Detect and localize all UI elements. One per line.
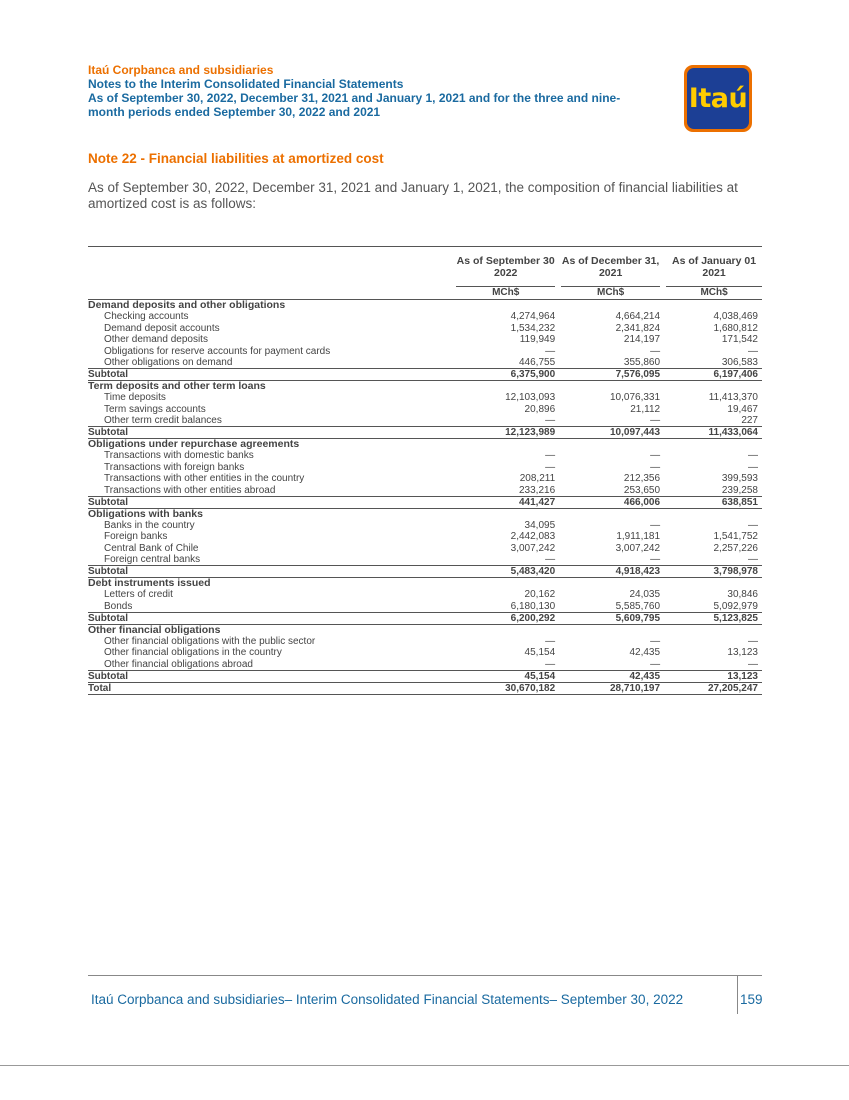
value-dec-2021: 10,076,331 — [610, 392, 661, 404]
value-sep-2022: — — [545, 635, 556, 647]
row-label: Checking accounts — [104, 311, 189, 323]
value-sep-2022: 20,162 — [524, 589, 556, 601]
value-jan-2021: — — [666, 554, 762, 566]
value-sep-2022: 45,154 — [524, 647, 556, 659]
total-row — [88, 682, 762, 694]
table-row — [88, 450, 762, 462]
footer-divider — [88, 975, 762, 976]
value-dec-2021: 42,435 — [561, 670, 660, 682]
subtotal-row — [88, 427, 762, 439]
section-heading-row — [88, 578, 762, 590]
table-row — [88, 601, 762, 613]
value-dec-2021: 1,911,181 — [616, 531, 661, 543]
value-jan-2021: 171,542 — [721, 334, 758, 346]
value-jan-2021: 399,593 — [721, 473, 758, 485]
section-heading-row — [88, 300, 762, 312]
value-jan-2021: 306,583 — [666, 357, 762, 369]
value-jan-2021: — — [748, 461, 758, 473]
value-dec-2021: 253,650 — [561, 485, 660, 497]
column-unit: MCh$ — [666, 287, 762, 300]
page-bottom-rule — [0, 1065, 849, 1066]
section-title: Other financial obligations — [88, 623, 221, 636]
table-row — [88, 589, 762, 601]
value-dec-2021: 212,356 — [623, 473, 661, 485]
row-label: Subtotal — [88, 670, 456, 682]
subtotal-row — [88, 496, 762, 508]
value-jan-2021: 239,258 — [666, 485, 762, 497]
value-dec-2021: — — [650, 345, 661, 357]
company-name: Itaú Corpbanca and subsidiaries — [88, 63, 274, 77]
page-number: 159 — [740, 992, 763, 1007]
value-jan-2021: — — [748, 519, 758, 531]
value-dec-2021: — — [650, 461, 661, 473]
value-dec-2021: 42,435 — [629, 647, 661, 659]
row-label: Other financial obligations in the country — [104, 647, 282, 659]
value-jan-2021: 5,092,979 — [666, 601, 762, 613]
footer-vertical-divider — [737, 976, 738, 1014]
value-jan-2021: 30,846 — [727, 589, 758, 601]
value-jan-2021: — — [748, 345, 758, 357]
itau-logo-inner — [687, 68, 749, 129]
section-title: Demand deposits and other obligations — [88, 299, 286, 311]
row-label: Transactions with foreign banks — [104, 461, 245, 473]
value-sep-2022: 6,200,292 — [456, 612, 555, 624]
row-label: Subtotal — [88, 427, 456, 439]
value-jan-2021: 638,851 — [666, 496, 762, 508]
subtotal-row — [88, 612, 762, 624]
value-jan-2021: 13,123 — [666, 670, 762, 682]
table-row — [88, 392, 762, 404]
value-jan-2021: — — [666, 659, 762, 671]
value-dec-2021: 3,007,242 — [615, 542, 661, 554]
table-row — [88, 659, 762, 671]
header-subtitle-line-3: month periods ended September 30, 2022 and 2021 — [88, 105, 381, 119]
value-jan-2021: 19,467 — [727, 403, 758, 415]
column-unit: MCh$ — [456, 287, 555, 300]
value-dec-2021: 355,860 — [561, 357, 660, 369]
subtotal-row — [88, 566, 762, 578]
section-heading-row — [88, 439, 762, 451]
table-row — [88, 647, 762, 659]
row-label: Letters of credit — [104, 589, 173, 601]
value-sep-2022: 3,007,242 — [510, 542, 556, 554]
value-dec-2021: 5,609,795 — [561, 612, 660, 624]
value-sep-2022: 34,095 — [524, 519, 556, 531]
footer-text: Itaú Corpbanca and subsidiaries– Interim Consolidated Financial Statements– September 30, 2022 — [91, 992, 684, 1007]
row-label: Obligations for reserve accounts for payment cards — [104, 345, 331, 357]
table-row — [88, 543, 762, 555]
section-title: Debt instruments issued — [88, 577, 211, 589]
section-title: Obligations under repurchase agreements — [88, 438, 300, 450]
value-jan-2021: 1,541,752 — [713, 531, 758, 543]
header-subtitle-line-1: Notes to the Interim Consolidated Financial Statements — [88, 77, 404, 91]
financial-liabilities-table — [88, 246, 762, 695]
value-sep-2022: 1,534,232 — [510, 322, 556, 334]
value-jan-2021: 227 — [666, 415, 762, 427]
value-dec-2021: 2,341,824 — [615, 322, 661, 334]
value-dec-2021: 10,097,443 — [561, 427, 660, 439]
value-sep-2022: 6,180,130 — [456, 601, 555, 613]
value-jan-2021: 4,038,469 — [713, 311, 758, 323]
value-sep-2022: — — [545, 450, 556, 462]
document-header — [88, 63, 648, 119]
value-sep-2022: 30,670,182 — [456, 682, 555, 694]
row-label: Banks in the country — [104, 519, 195, 531]
value-dec-2021: — — [650, 519, 661, 531]
table-body — [88, 300, 762, 695]
column-heading-sep-2022: As of September 30 2022 — [456, 247, 555, 287]
subtotal-row — [88, 670, 762, 682]
value-jan-2021: 2,257,226 — [713, 542, 758, 554]
value-sep-2022: 2,442,083 — [510, 531, 556, 543]
table-row — [88, 531, 762, 543]
value-jan-2021: 6,197,406 — [666, 369, 762, 381]
value-sep-2022: 45,154 — [456, 670, 555, 682]
value-jan-2021: 3,798,978 — [666, 566, 762, 578]
value-sep-2022: 12,103,093 — [505, 392, 556, 404]
value-dec-2021: — — [561, 659, 660, 671]
table-row — [88, 485, 762, 497]
value-dec-2021: — — [561, 554, 660, 566]
value-jan-2021: 27,205,247 — [666, 682, 762, 694]
note-title: Note 22 - Financial liabilities at amortized cost — [88, 151, 384, 166]
row-label: Subtotal — [88, 612, 456, 624]
value-dec-2021: — — [650, 450, 661, 462]
column-heading-dec-2021: As of December 31, 2021 — [561, 247, 660, 287]
value-dec-2021: 28,710,197 — [561, 682, 660, 694]
value-dec-2021: 24,035 — [629, 589, 661, 601]
table-row — [88, 473, 762, 485]
row-label: Subtotal — [88, 369, 456, 381]
value-jan-2021: 11,433,064 — [666, 427, 762, 439]
table-row — [88, 520, 762, 532]
value-sep-2022: — — [545, 345, 556, 357]
value-sep-2022: 20,896 — [524, 403, 556, 415]
value-sep-2022: — — [456, 659, 555, 671]
value-dec-2021: 7,576,095 — [561, 369, 660, 381]
column-heading-jan-2021: As of January 01 2021 — [666, 247, 762, 287]
row-label: Other financial obligations with the public sector — [104, 635, 316, 647]
row-label: Subtotal — [88, 496, 456, 508]
table-row — [88, 311, 762, 323]
table-row — [88, 334, 762, 346]
table-row — [88, 323, 762, 335]
table-row — [88, 636, 762, 648]
subtotal-row — [88, 369, 762, 381]
row-label: Demand deposit accounts — [104, 322, 220, 334]
value-sep-2022: 233,216 — [456, 485, 555, 497]
row-label: Other obligations on demand — [88, 357, 456, 369]
value-sep-2022: 446,755 — [456, 357, 555, 369]
value-jan-2021: — — [748, 450, 758, 462]
table-row — [88, 346, 762, 358]
table-row — [88, 554, 762, 566]
row-label: Transactions with domestic banks — [104, 450, 254, 462]
value-dec-2021: 21,112 — [630, 403, 661, 415]
table-row — [88, 415, 762, 427]
value-jan-2021: 13,123 — [727, 647, 758, 659]
value-sep-2022: 4,274,964 — [510, 311, 556, 323]
value-sep-2022: 441,427 — [456, 496, 555, 508]
intro-paragraph: As of September 30, 2022, December 31, 2021 and January 1, 2021, the composition of financial liabilities at amortized cost is as follows: — [88, 180, 738, 211]
value-dec-2021: — — [650, 635, 661, 647]
row-label: Total — [88, 682, 456, 694]
value-jan-2021: 1,680,812 — [713, 322, 758, 334]
table-row — [88, 404, 762, 416]
value-sep-2022: — — [545, 461, 556, 473]
value-dec-2021: 4,664,214 — [615, 311, 661, 323]
value-sep-2022: — — [456, 415, 555, 427]
section-heading-row — [88, 381, 762, 393]
row-label: Other term credit balances — [88, 415, 456, 427]
row-label: Other demand deposits — [104, 334, 208, 346]
value-sep-2022: 5,483,420 — [456, 566, 555, 578]
row-label: Subtotal — [88, 566, 456, 578]
value-dec-2021: 214,197 — [623, 334, 661, 346]
row-label: Time deposits — [104, 392, 166, 404]
row-label: Foreign banks — [104, 531, 168, 543]
value-dec-2021: 5,585,760 — [561, 601, 660, 613]
value-jan-2021: 11,413,370 — [708, 392, 758, 404]
row-label: Bonds — [88, 601, 456, 613]
value-dec-2021: 4,918,423 — [561, 566, 660, 578]
table-row — [88, 462, 762, 474]
section-title: Term deposits and other term loans — [88, 380, 266, 392]
column-unit: MCh$ — [561, 287, 660, 300]
header-blank — [88, 247, 456, 287]
itau-logo-text: Itaú — [688, 83, 748, 114]
value-sep-2022: 12,123,989 — [456, 427, 555, 439]
header-subtitle-line-2: As of September 30, 2022, December 31, 2021 and January 1, 2021 and for the three and nine- — [88, 91, 621, 105]
row-label: Foreign central banks — [88, 554, 456, 566]
row-label: Transactions with other entities in the country — [104, 473, 305, 485]
section-title: Obligations with banks — [88, 507, 203, 520]
row-label: Transactions with other entities abroad — [88, 485, 456, 497]
row-label: Central Bank of Chile — [104, 542, 199, 554]
section-heading-row — [88, 624, 762, 636]
value-dec-2021: — — [561, 415, 660, 427]
row-label: Term savings accounts — [104, 403, 206, 415]
value-jan-2021: — — [748, 635, 758, 647]
value-sep-2022: 208,211 — [519, 473, 556, 485]
table-row — [88, 357, 762, 369]
section-heading-row — [88, 508, 762, 520]
row-label: Other financial obligations abroad — [88, 659, 456, 671]
value-sep-2022: — — [456, 554, 555, 566]
itau-logo — [684, 65, 752, 132]
value-dec-2021: 466,006 — [561, 496, 660, 508]
value-sep-2022: 6,375,900 — [456, 369, 555, 381]
value-sep-2022: 119,949 — [519, 334, 556, 346]
value-jan-2021: 5,123,825 — [666, 612, 762, 624]
